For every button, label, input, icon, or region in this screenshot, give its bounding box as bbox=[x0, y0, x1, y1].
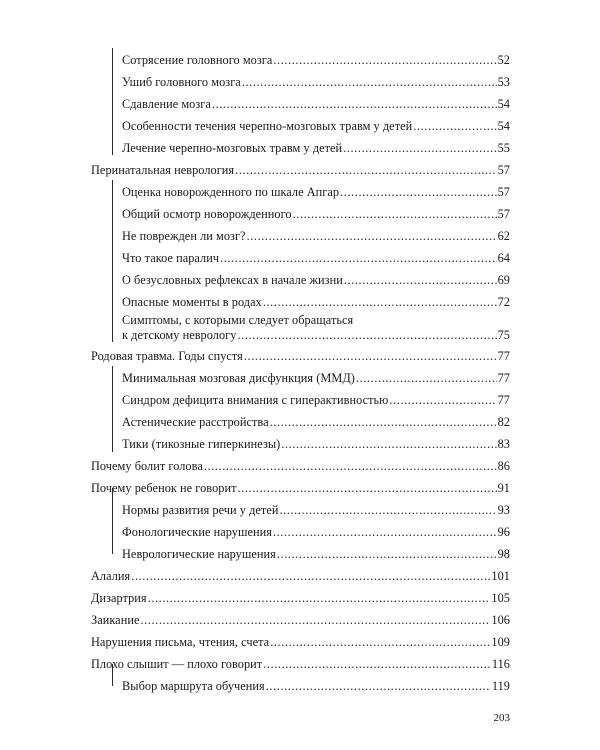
toc-entry-page: 86 bbox=[497, 459, 510, 473]
toc-entry-title: Оценка новорожденного по шкале Апгар bbox=[122, 185, 340, 199]
toc-entry-page: 77 bbox=[497, 393, 510, 407]
toc-entry[interactable] bbox=[122, 207, 510, 222]
toc-entry[interactable] bbox=[122, 371, 510, 386]
section-rule bbox=[112, 180, 113, 342]
toc-entry-title: О безусловных рефлексах в начале жизни bbox=[122, 273, 343, 287]
toc-entry-page: 77 bbox=[497, 349, 510, 363]
toc-entry-page: 64 bbox=[497, 251, 510, 265]
toc-entry-title: Синдром дефицита внимания с гиперактивностью bbox=[122, 393, 389, 407]
toc-entry-title: Нарушения письма, чтения, счета bbox=[91, 635, 270, 649]
toc-entry-title: Выбор маршрута обучения bbox=[122, 679, 265, 693]
toc-entry-title: Сотрясение головного мозга bbox=[122, 53, 273, 67]
toc-entry-page: 75 bbox=[497, 328, 510, 342]
dot-leader bbox=[270, 635, 490, 650]
toc-entry-page: 101 bbox=[491, 569, 510, 583]
toc-entry-title: Лечение черепно-мозговых травм у детей bbox=[122, 141, 343, 155]
toc-entry[interactable] bbox=[122, 547, 510, 562]
dot-leader bbox=[140, 613, 490, 628]
toc-entry[interactable] bbox=[122, 295, 510, 310]
toc-entry[interactable] bbox=[122, 415, 510, 430]
toc-entry[interactable] bbox=[91, 569, 510, 584]
toc-entry-page: 54 bbox=[497, 119, 510, 133]
dot-leader bbox=[212, 97, 497, 112]
toc-entry-page: 109 bbox=[491, 635, 510, 649]
toc-entry-page: 69 bbox=[497, 273, 510, 287]
toc-entry[interactable] bbox=[122, 229, 510, 244]
toc-entry[interactable] bbox=[122, 503, 510, 518]
toc-entry-title: Нормы развития речи у детей bbox=[122, 503, 279, 517]
dot-leader bbox=[266, 679, 491, 694]
toc-entry[interactable] bbox=[122, 53, 510, 68]
toc-entry-title-line1: Симптомы, с которыми следует обращаться bbox=[122, 313, 354, 327]
toc-entry-page: 98 bbox=[497, 547, 510, 561]
toc-entry[interactable] bbox=[91, 591, 510, 606]
toc-entry-title: Перинатальная неврология bbox=[91, 163, 235, 177]
dot-leader bbox=[343, 141, 496, 156]
toc-entry[interactable] bbox=[122, 273, 510, 288]
toc-entry-title: Ушиб головного мозга bbox=[122, 75, 241, 89]
toc-entry[interactable] bbox=[122, 141, 510, 156]
dot-leader bbox=[263, 657, 491, 672]
section-rule bbox=[112, 366, 113, 452]
toc-entry-page: 83 bbox=[497, 437, 510, 451]
toc-entry-page: 55 bbox=[497, 141, 510, 155]
toc-entry-title: Почему болит голова bbox=[91, 459, 203, 473]
toc-entry-page: 57 bbox=[497, 207, 510, 221]
dot-leader bbox=[293, 207, 497, 222]
dot-leader bbox=[220, 251, 497, 266]
toc-entry-page: 106 bbox=[491, 613, 510, 627]
dot-leader bbox=[242, 75, 497, 90]
toc-entry-title: Что такое паралич bbox=[122, 251, 220, 265]
toc-entry-title: Не поврежден ли мозг? bbox=[122, 229, 246, 243]
dot-leader bbox=[270, 415, 497, 430]
toc-entry-title: Опасные моменты в родах bbox=[122, 295, 262, 309]
toc-entry-title: к детскому неврологу bbox=[122, 328, 237, 342]
toc-entry[interactable] bbox=[91, 163, 510, 178]
toc-entry[interactable] bbox=[91, 635, 510, 650]
toc-entry[interactable] bbox=[122, 119, 510, 134]
dot-leader bbox=[281, 437, 496, 452]
toc-entry-title: Сдавление мозга bbox=[122, 97, 211, 111]
dot-leader bbox=[273, 53, 496, 68]
toc-entry-page: 105 bbox=[491, 591, 510, 605]
dot-leader bbox=[340, 185, 496, 200]
dot-leader bbox=[204, 459, 497, 474]
toc-entry-page: 57 bbox=[497, 163, 510, 177]
toc-entry-page: 82 bbox=[497, 415, 510, 429]
toc-entry[interactable] bbox=[122, 75, 510, 90]
dot-leader bbox=[237, 328, 496, 343]
toc-entry[interactable] bbox=[91, 613, 510, 628]
toc-entry[interactable] bbox=[122, 251, 510, 266]
dot-leader bbox=[148, 591, 491, 606]
toc-entry-title: Почему ребенок не говорит bbox=[91, 481, 237, 495]
toc-entry-title: Неврологические нарушения bbox=[122, 547, 276, 561]
toc-entry-title: Родовая травма. Годы спустя bbox=[91, 349, 243, 363]
dot-leader bbox=[244, 349, 497, 364]
dot-leader bbox=[235, 163, 496, 178]
dot-leader bbox=[263, 295, 497, 310]
toc-entry-page: 62 bbox=[497, 229, 510, 243]
toc-entry-title: Фонологические нарушения bbox=[122, 525, 272, 539]
toc-entry[interactable] bbox=[122, 679, 510, 694]
toc-entry[interactable] bbox=[122, 525, 510, 540]
toc-entry-title: Заикание bbox=[91, 613, 140, 627]
dot-leader bbox=[356, 371, 497, 386]
toc-entry-page: 93 bbox=[497, 503, 510, 517]
toc-entry-title: Тики (тикозные гиперкинезы) bbox=[122, 437, 281, 451]
dot-leader bbox=[344, 273, 497, 288]
toc-entry-page: 52 bbox=[497, 53, 510, 67]
toc-entry[interactable] bbox=[91, 349, 510, 364]
toc-entry-page: 54 bbox=[497, 97, 510, 111]
toc-entry[interactable] bbox=[122, 437, 510, 452]
toc-entry[interactable] bbox=[91, 459, 510, 474]
toc-entry-title: Минимальная мозговая дисфункция (ММД) bbox=[122, 371, 355, 385]
toc-entry-title: Алалия bbox=[91, 569, 131, 583]
toc-entry[interactable] bbox=[91, 481, 510, 496]
toc-entry-page: 96 bbox=[497, 525, 510, 539]
toc-entry[interactable] bbox=[122, 185, 510, 200]
toc-entry-title: Дизартрия bbox=[91, 591, 147, 605]
toc-entry-page: 57 bbox=[497, 185, 510, 199]
dot-leader bbox=[238, 481, 497, 496]
toc-entry[interactable] bbox=[122, 393, 510, 408]
dot-leader bbox=[247, 229, 497, 244]
dot-leader bbox=[273, 525, 497, 540]
page-number: 203 bbox=[493, 712, 510, 724]
toc-entry-page: 119 bbox=[491, 679, 510, 693]
section-rule bbox=[112, 488, 113, 554]
toc-entry[interactable] bbox=[91, 657, 510, 672]
toc-entry[interactable] bbox=[122, 313, 510, 343]
dot-leader bbox=[389, 393, 496, 408]
toc-entry-title: Астенические расстройства bbox=[122, 415, 269, 429]
dot-leader bbox=[277, 547, 497, 562]
dot-leader bbox=[131, 569, 490, 584]
section-rule bbox=[112, 48, 113, 155]
toc-entry-page: 77 bbox=[497, 371, 510, 385]
toc-entry-title: Общий осмотр новорожденного bbox=[122, 207, 292, 221]
toc-entry-title: Особенности течения черепно-мозговых травм у детей bbox=[122, 119, 413, 133]
toc-entry-page: 53 bbox=[497, 75, 510, 89]
dot-leader bbox=[279, 503, 496, 518]
toc-entry-page: 116 bbox=[491, 657, 510, 671]
dot-leader bbox=[413, 119, 496, 134]
toc-entry-page: 72 bbox=[497, 295, 510, 309]
toc-entry[interactable] bbox=[122, 97, 510, 112]
toc-entry-title: Плохо слышит — плохо говорит bbox=[91, 657, 263, 671]
toc-entry-page: 91 bbox=[497, 481, 510, 495]
